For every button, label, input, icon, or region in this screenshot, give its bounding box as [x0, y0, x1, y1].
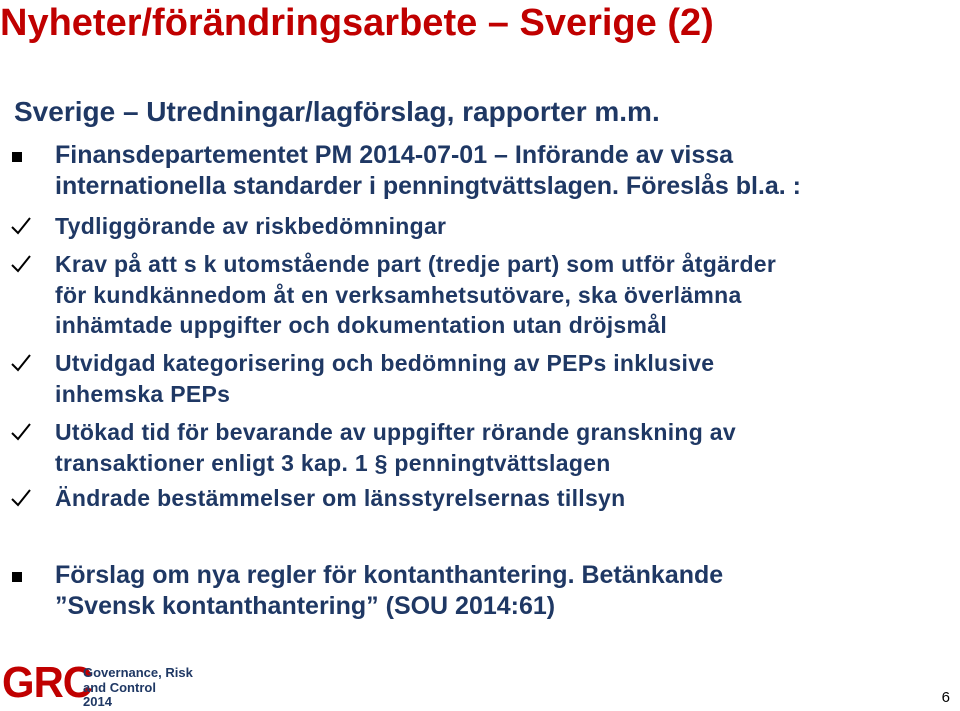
page-number: 6 — [941, 689, 950, 706]
slide-title: Nyheter/förändringsarbete – Sverige (2) — [0, 2, 714, 44]
checkmark-icon — [10, 254, 32, 274]
text-line: transaktioner enligt 3 kap. 1 § penningtvättslagen — [55, 449, 611, 476]
logo-line: and Control — [83, 679, 156, 695]
slide-subtitle: Sverige – Utredningar/lagförslag, rapporter m.m. — [14, 96, 660, 127]
bullet-item-finansdepartementet — [55, 140, 801, 201]
text-line: Ändrade bestämmelser om länsstyrelsernas tillsyn — [55, 485, 626, 511]
checkmark-icon — [10, 422, 32, 442]
text-line: Utökad tid för bevarande av uppgifter rörande granskning av — [55, 419, 736, 445]
checkmark-icon — [10, 216, 32, 236]
grc-logo: GRC — [2, 658, 93, 707]
text-line: inhämtade uppgifter och dokumentation utan dröjsmål — [55, 312, 668, 338]
checkmark-icon — [10, 488, 32, 508]
bullet-item-kontanthantering — [55, 560, 723, 621]
check-item-bevarande — [55, 417, 736, 478]
logo-line: Governance, Risk — [83, 665, 193, 680]
text-line: Utvidgad kategorisering och bedömning av PEPs inklusive — [55, 350, 715, 376]
check-item-riskbedomningar — [55, 211, 446, 242]
text-line: Tydliggörande av riskbedömningar — [55, 213, 447, 239]
text-line: för kundkännedom åt en verksamhetsutövare, ska överlämna — [55, 281, 742, 308]
text-line: Krav på att s k utomstående part (tredje part) som utför åtgärder — [55, 251, 777, 277]
grc-logo-text — [83, 666, 193, 710]
check-item-peps — [55, 348, 714, 409]
text-line: internationella standarder i penningtvättslagen. Föreslås bl.a. : — [55, 171, 801, 200]
text-line: Förslag om nya regler för kontanthantering. Betänkande — [55, 561, 724, 589]
check-item-tillsyn — [55, 483, 625, 514]
check-item-tredje-part — [55, 249, 776, 341]
text-line: ”Svensk kontanthantering” (SOU 2014:61) — [55, 591, 556, 620]
text-line: inhemska PEPs — [55, 380, 231, 407]
square-bullet-icon — [12, 572, 22, 582]
text-line: Finansdepartementet PM 2014-07-01 – Införande av vissa — [55, 141, 734, 169]
square-bullet-icon — [12, 152, 22, 162]
checkmark-icon — [10, 353, 32, 373]
logo-line: 2014 — [83, 694, 112, 709]
